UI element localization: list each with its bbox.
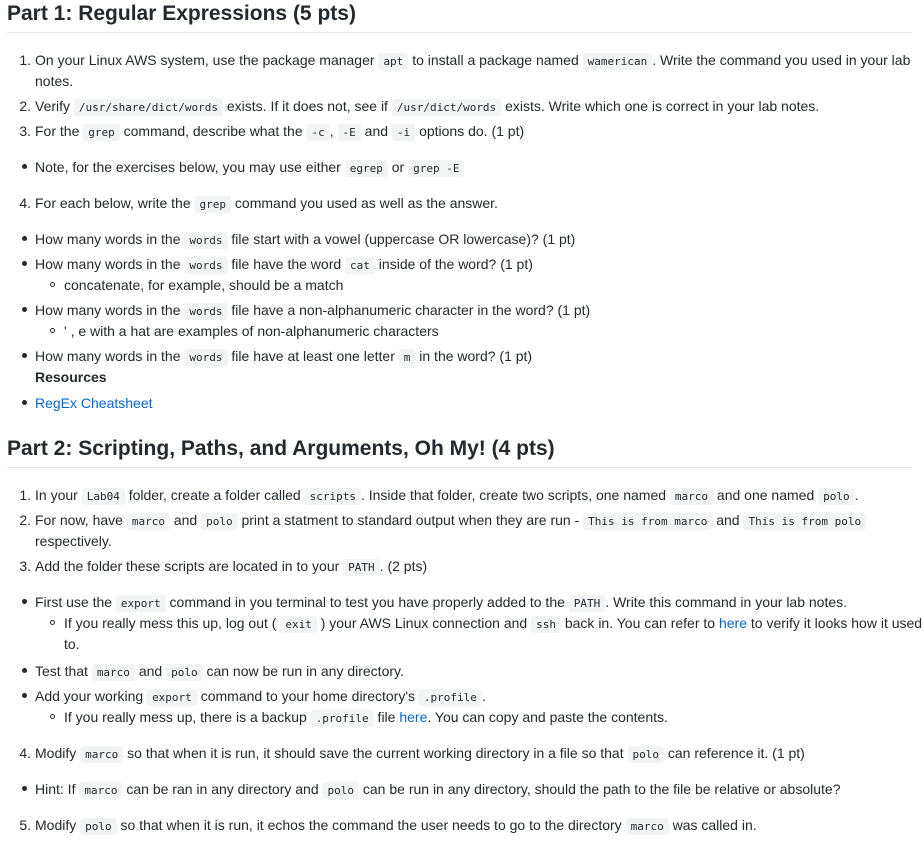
step-text: For the grep command, describe what the -c , -E and -i options do. (1 pt) — [35, 123, 525, 139]
part2-heading: Part 2: Scripting, Paths, and Arguments, Oh My! (4 pts) — [7, 437, 555, 460]
bullet-text: How many words in the words file start with a vowel (uppercase OR lowercase)? (1 pt) — [35, 231, 576, 247]
bullet-dot — [22, 693, 27, 698]
code-words: words — [184, 257, 227, 274]
step-text: Modify marco so that when it is run, it should save the current working directory in a file so that polo can reference it. (1 pt) — [35, 745, 805, 761]
code-scripts: scripts — [305, 488, 361, 505]
bullet-text: Hint: If marco can be ran in any directory and polo can be run in any directory, should the path to the file be relative or absolute? — [35, 781, 841, 797]
step-number: 1. — [19, 52, 31, 68]
sub-bullet-text: If you really mess this up, log out ( exit ) your AWS Linux connection and ssh back in. You can refer to here to verify it looks how it used — [64, 615, 923, 631]
bullet-dot — [22, 353, 27, 358]
code-grep-E: grep -E — [408, 160, 464, 177]
bullet-dot — [22, 668, 27, 673]
code-marco: marco — [80, 746, 123, 763]
backup-profile-link[interactable]: here — [399, 709, 428, 725]
part1-heading: Part 1: Regular Expressions (5 pts) — [7, 2, 356, 25]
code-marco: marco — [626, 818, 669, 835]
step-text: For each below, write the grep command you used as well as the answer. — [35, 195, 498, 211]
code-grep: grep — [195, 196, 232, 213]
bullet-dot — [22, 307, 27, 312]
sub-bullet-text: ' , e with a hat are examples of non-alphanumeric characters — [64, 323, 439, 339]
code-flag-i: -i — [392, 124, 415, 141]
step-text: In your Lab04 folder, create a folder called scripts . Inside that folder, create two scripts, one named marco and one named polo . — [35, 487, 859, 503]
code-words: words — [184, 349, 227, 366]
code-polo: polo — [201, 513, 238, 530]
reference-here-link[interactable]: here — [718, 615, 747, 631]
bullet-text: How many words in the words file have the word cat inside of the word? (1 pt) — [35, 256, 533, 272]
step-text: Verify /usr/share/dict/words exists. If it does not, see if /usr/dict/words exists. Write which one is correct in your lab notes. — [35, 98, 820, 114]
step-number: 2. — [19, 512, 31, 528]
code-flag-E: -E — [338, 124, 361, 141]
code-polo: polo — [818, 488, 855, 505]
sub-bullet-text: If you really mess up, there is a backup .profile file here. You can copy and paste the contents. — [64, 709, 668, 725]
bullet-text: Add your working export command to your home directory's .profile . — [35, 688, 486, 704]
sub-bullet-circle — [50, 620, 55, 625]
step-text-wrap: notes. — [35, 73, 74, 89]
code-from-polo: This is from polo — [743, 513, 866, 530]
step-number: 2. — [19, 98, 31, 114]
part1-heading-rule — [7, 32, 912, 33]
step-text-wrap: respectively. — [35, 533, 112, 549]
bullet-text — [35, 393, 153, 413]
code-path: PATH — [569, 595, 606, 612]
regex-cheatsheet-link[interactable]: RegEx Cheatsheet — [35, 395, 153, 411]
part2-heading-rule — [7, 467, 912, 468]
code-exit: exit — [280, 616, 317, 633]
bullet-dot — [22, 599, 27, 604]
step-number: 4. — [19, 745, 31, 761]
step-text: Add the folder these scripts are located in to your PATH . (2 pts) — [35, 558, 428, 574]
code-grep: grep — [83, 124, 120, 141]
code-m: m — [399, 349, 416, 366]
bullet-dot — [22, 261, 27, 266]
code-path-share: /usr/share/dict/words — [74, 99, 223, 116]
code-from-marco: This is from marco — [583, 513, 712, 530]
sub-bullet-circle — [50, 714, 55, 719]
code-export: export — [116, 595, 166, 612]
bullet-text: How many words in the words file have at least one letter m in the word? (1 pt) — [35, 348, 533, 364]
bullet-text: First use the export command in you terminal to test you have properly added to the PATH . Write this command in your lab notes. — [35, 594, 848, 610]
code-profile: .profile — [311, 710, 374, 727]
code-export: export — [147, 689, 197, 706]
step-number: 5. — [19, 817, 31, 833]
code-cat: cat — [345, 257, 375, 274]
code-path: PATH — [343, 559, 380, 576]
bullet-dot — [22, 786, 27, 791]
bullet-text: How many words in the words file have a non-alphanumeric character in the word? (1 pt) — [35, 302, 591, 318]
bullet-text: Note, for the exercises below, you may use either egrep or grep -E — [35, 157, 464, 179]
code-polo: polo — [80, 818, 117, 835]
sub-bullet-text: concatenate, for example, should be a match — [64, 277, 344, 293]
code-egrep: egrep — [345, 160, 388, 177]
sub-bullet-circle — [50, 282, 55, 287]
code-words: words — [184, 303, 227, 320]
code-words: words — [184, 232, 227, 249]
resources-label: Resources — [35, 369, 107, 385]
code-marco: marco — [127, 513, 170, 530]
step-number: 3. — [19, 558, 31, 574]
code-flag-c: -c — [307, 124, 330, 141]
bullet-dot — [22, 236, 27, 241]
code-profile: .profile — [419, 689, 482, 706]
bullet-dot — [22, 400, 27, 405]
code-lab04: Lab04 — [82, 488, 125, 505]
code-ssh: ssh — [531, 616, 561, 633]
code-apt: apt — [378, 53, 408, 70]
bullet-dot — [22, 164, 27, 169]
code-marco: marco — [670, 488, 713, 505]
code-polo: polo — [323, 782, 360, 799]
code-marco: marco — [79, 782, 122, 799]
sub-bullet-circle — [50, 328, 55, 333]
step-text: On your Linux AWS system, use the package manager apt to install a package named wamerican . Write the command you used in your lab — [35, 52, 911, 68]
code-marco: marco — [92, 664, 135, 681]
step-number: 3. — [19, 123, 31, 139]
step-number: 1. — [19, 487, 31, 503]
step-text: For now, have marco and polo print a statment to standard output when they are run - This is from marco and This is from polo — [35, 510, 866, 532]
step-number: 4. — [19, 195, 31, 211]
step-text: Modify polo so that when it is run, it echos the command the user needs to go to the directory marco was called in. — [35, 817, 757, 833]
code-polo: polo — [166, 664, 203, 681]
bullet-text: Test that marco and polo can now be run in any directory. — [35, 663, 404, 679]
code-path-dict: /usr/dict/words — [392, 99, 501, 116]
code-polo: polo — [628, 746, 665, 763]
code-wamerican: wamerican — [583, 53, 653, 70]
sub-bullet-text-wrap: to. — [64, 636, 80, 652]
